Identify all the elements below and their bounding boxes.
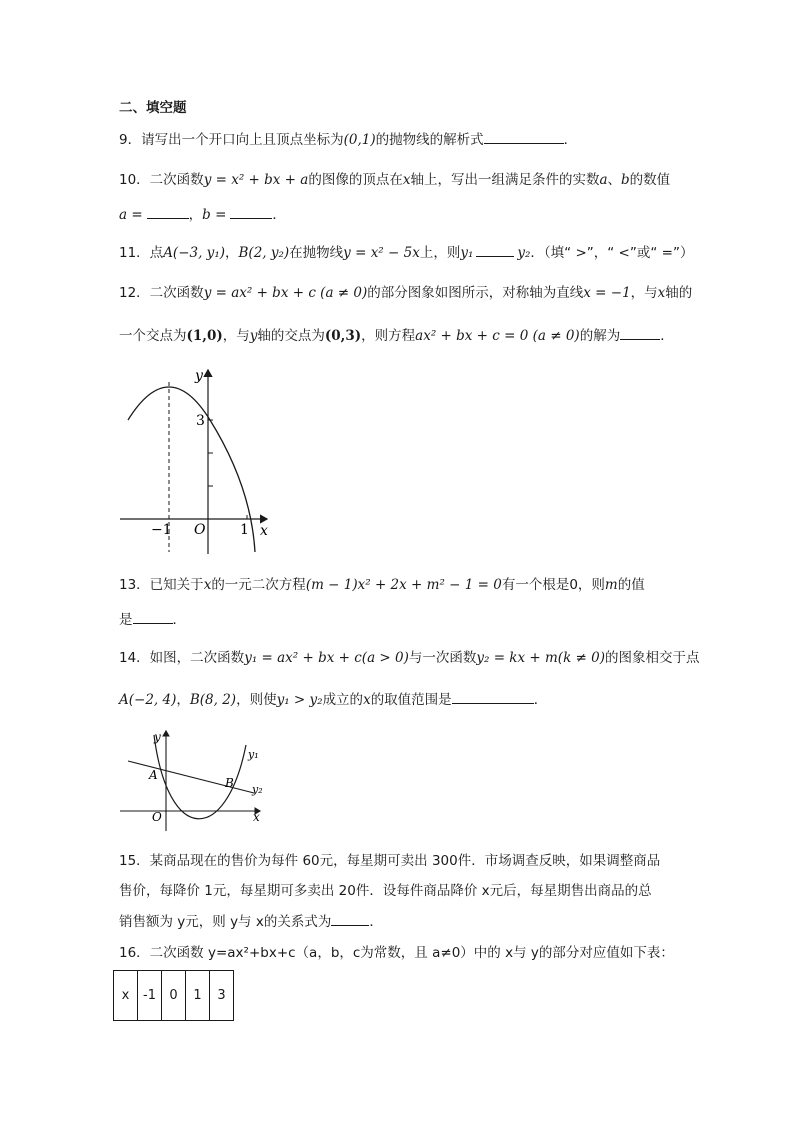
q14-comma: ， <box>176 692 190 708</box>
q12-mid2: ，与 <box>630 285 658 301</box>
q10-b-label: b = <box>202 207 227 223</box>
table-cell: -1 <box>138 971 162 1021</box>
q14-var-x: x <box>363 692 371 708</box>
q11-mid2: 上，则 <box>419 245 461 261</box>
parabola-graph-1 <box>115 362 275 558</box>
q11-mid: 在抛物线 <box>289 245 344 261</box>
q10-comma: ， <box>188 207 203 223</box>
question-9 <box>119 130 577 150</box>
q11-expr: y = x² − 5x <box>343 245 420 261</box>
q11-point-a: A(−3, y₁) <box>163 245 225 261</box>
q14-point-a: A(−2, 4) <box>119 692 177 708</box>
graph1-label-1: 1 <box>240 522 249 538</box>
q15-answer-blank[interactable] <box>331 912 369 926</box>
q10-sep: 、 <box>607 172 622 188</box>
q9-prefix: 9．请写出一个开口向上且顶点坐标为 <box>119 132 344 148</box>
intersection-graph-2 <box>118 725 268 833</box>
q10-prefix: 10．二次函数 <box>119 172 204 188</box>
y-ticks <box>208 420 213 486</box>
q13-line2: 是 <box>119 612 133 628</box>
q10-a-blank[interactable] <box>147 205 189 219</box>
graph1-label-o: O <box>194 522 206 538</box>
graph2-label-a: A <box>149 768 158 782</box>
q15-end: ． <box>369 914 383 930</box>
graph1-label-neg1: −1 <box>151 522 172 538</box>
table-header-x: x <box>114 971 138 1021</box>
graph2-label-y: y <box>154 730 161 744</box>
q12-line2-e: 的解为 <box>579 328 621 344</box>
graph1-label-x: x <box>260 523 268 539</box>
q12-var-y: y <box>249 328 258 344</box>
q9-end: ． <box>563 132 578 148</box>
q9-answer-blank[interactable] <box>484 130 564 144</box>
question-10-line2 <box>119 205 286 225</box>
graph2-label-y2: y₂ <box>252 783 263 796</box>
q10-var-a: a <box>599 172 608 188</box>
q11-y1: y₁ <box>460 245 474 261</box>
q11-point-b: B(2, y₂) <box>238 245 290 261</box>
q10-b-blank[interactable] <box>230 205 272 219</box>
question-15-line1: 15．某商品现在的售价为每件 60元，每星期可卖出 300件．市场调查反映，如果调整商品 <box>119 853 661 869</box>
q12-expr: y = ax² + bx + c (a ≠ 0) <box>203 285 368 301</box>
q14-expr2: y₂ = kx + m(k ≠ 0) <box>476 650 605 666</box>
q14-mid: 与一次函数 <box>408 650 477 666</box>
q12-pt1: (1,0) <box>186 328 223 344</box>
question-15-line3 <box>119 912 383 932</box>
q14-end: ． <box>533 692 548 708</box>
question-15-line2: 售价，每降价 1元，每星期可多卖出 20件．设每件商品降价 x元后，每星期售出商品的总 <box>119 883 652 899</box>
q13-var-m: m <box>604 577 618 593</box>
q10-suffix: 的数值 <box>629 172 671 188</box>
q14-ineq: y₁ > y₂ <box>276 692 323 708</box>
q10-end: ． <box>272 207 286 223</box>
q10-mid2: 轴上，写出一组满足条件的实数 <box>410 172 600 188</box>
q10-mid1: 的图像的顶点在 <box>308 172 403 188</box>
q9-suffix: 的抛物线的解析式 <box>375 132 484 148</box>
parabola-curve <box>128 387 255 552</box>
q11-answer-blank[interactable] <box>476 243 514 257</box>
q13-suffix: 的值 <box>617 577 645 593</box>
q14-point-b: B(8, 2) <box>189 692 237 708</box>
q14-suffix: 的图象相交于点 <box>605 650 700 666</box>
q15-line3: 销售额为 y元，则 y与 x的关系式为 <box>119 914 332 930</box>
table-cell: 3 <box>210 971 234 1021</box>
q12-axis-eq: x = −1 <box>583 285 631 301</box>
q12-line2-c: 轴的交点为 <box>257 328 325 344</box>
q12-line2-a: 一个交点为 <box>119 328 187 344</box>
q10-a-label: a = <box>119 207 143 223</box>
line-y2 <box>128 761 254 793</box>
question-13 <box>119 575 645 595</box>
q14-expr1: y₁ = ax² + bx + c(a > 0) <box>244 650 409 666</box>
graph2-label-b: B <box>225 776 234 790</box>
q13-var-x: x <box>203 577 212 593</box>
q10-var-b: b <box>621 172 630 188</box>
q12-prefix: 12．二次函数 <box>119 285 204 301</box>
q12-line2-d: ，则方程 <box>361 328 416 344</box>
table-cell: 1 <box>186 971 210 1021</box>
q11-suffix: ．（填“ >”，“ <”或“ =”） <box>530 245 694 261</box>
q12-mid: 的部分图象如图所示，对称轴为直线 <box>367 285 584 301</box>
question-13-line2 <box>119 610 186 630</box>
question-14-line2 <box>119 690 547 710</box>
q13-mid: 的一元二次方程 <box>211 577 306 593</box>
question-10 <box>119 170 670 190</box>
question-11 <box>119 243 693 263</box>
graph2-label-y1: y₁ <box>248 748 259 761</box>
q12-end: ． <box>660 328 674 344</box>
q14-mid4: 的取值范围是 <box>370 692 452 708</box>
q14-answer-blank[interactable] <box>452 690 534 704</box>
q11-comma: ， <box>225 245 239 261</box>
q12-answer-blank[interactable] <box>620 326 660 340</box>
table-cell: 0 <box>162 971 186 1021</box>
table-row <box>114 971 234 1021</box>
q10-var-x: x <box>402 172 411 188</box>
graph2-label-o: O <box>152 810 162 824</box>
q12-mid3: 轴的 <box>665 285 693 301</box>
question-12 <box>119 283 692 303</box>
q12-var-x: x <box>657 285 666 301</box>
q13-end: ． <box>172 612 186 628</box>
q13-mid2: 有一个根是0，则 <box>501 577 605 593</box>
q12-equation: ax² + bx + c = 0 (a ≠ 0) <box>415 328 580 344</box>
question-12-line2 <box>119 326 674 346</box>
q13-equation: (m − 1)x² + 2x + m² − 1 = 0 <box>305 577 502 593</box>
q13-prefix: 13．已知关于 <box>119 577 204 593</box>
question-14 <box>119 648 700 668</box>
q10-expr: y = x² + bx + a <box>203 172 309 188</box>
section-title: 二、填空题 <box>119 100 187 116</box>
q13-answer-blank[interactable] <box>133 610 173 624</box>
q14-mid2: ，则使 <box>236 692 277 708</box>
q11-y2: y₂ <box>517 245 531 261</box>
graph1-label-y: y <box>195 368 203 384</box>
value-table <box>113 970 234 1021</box>
q12-line2-b: ，与 <box>222 328 250 344</box>
question-16-line1: 16．二次函数 y=ax²+bx+c（a，b，c为常数，且 a≠0）中的 x与 y的部分对应值如下表： <box>119 945 674 961</box>
q14-mid3: 成立的 <box>322 692 364 708</box>
q12-pt2: (0,3) <box>324 328 362 344</box>
q9-vertex: (0,1) <box>343 132 376 148</box>
graph1-label-3: 3 <box>196 413 205 429</box>
q11-prefix: 11．点 <box>119 245 164 261</box>
graph2-label-x: x <box>253 810 260 824</box>
q14-prefix: 14．如图，二次函数 <box>119 650 245 666</box>
